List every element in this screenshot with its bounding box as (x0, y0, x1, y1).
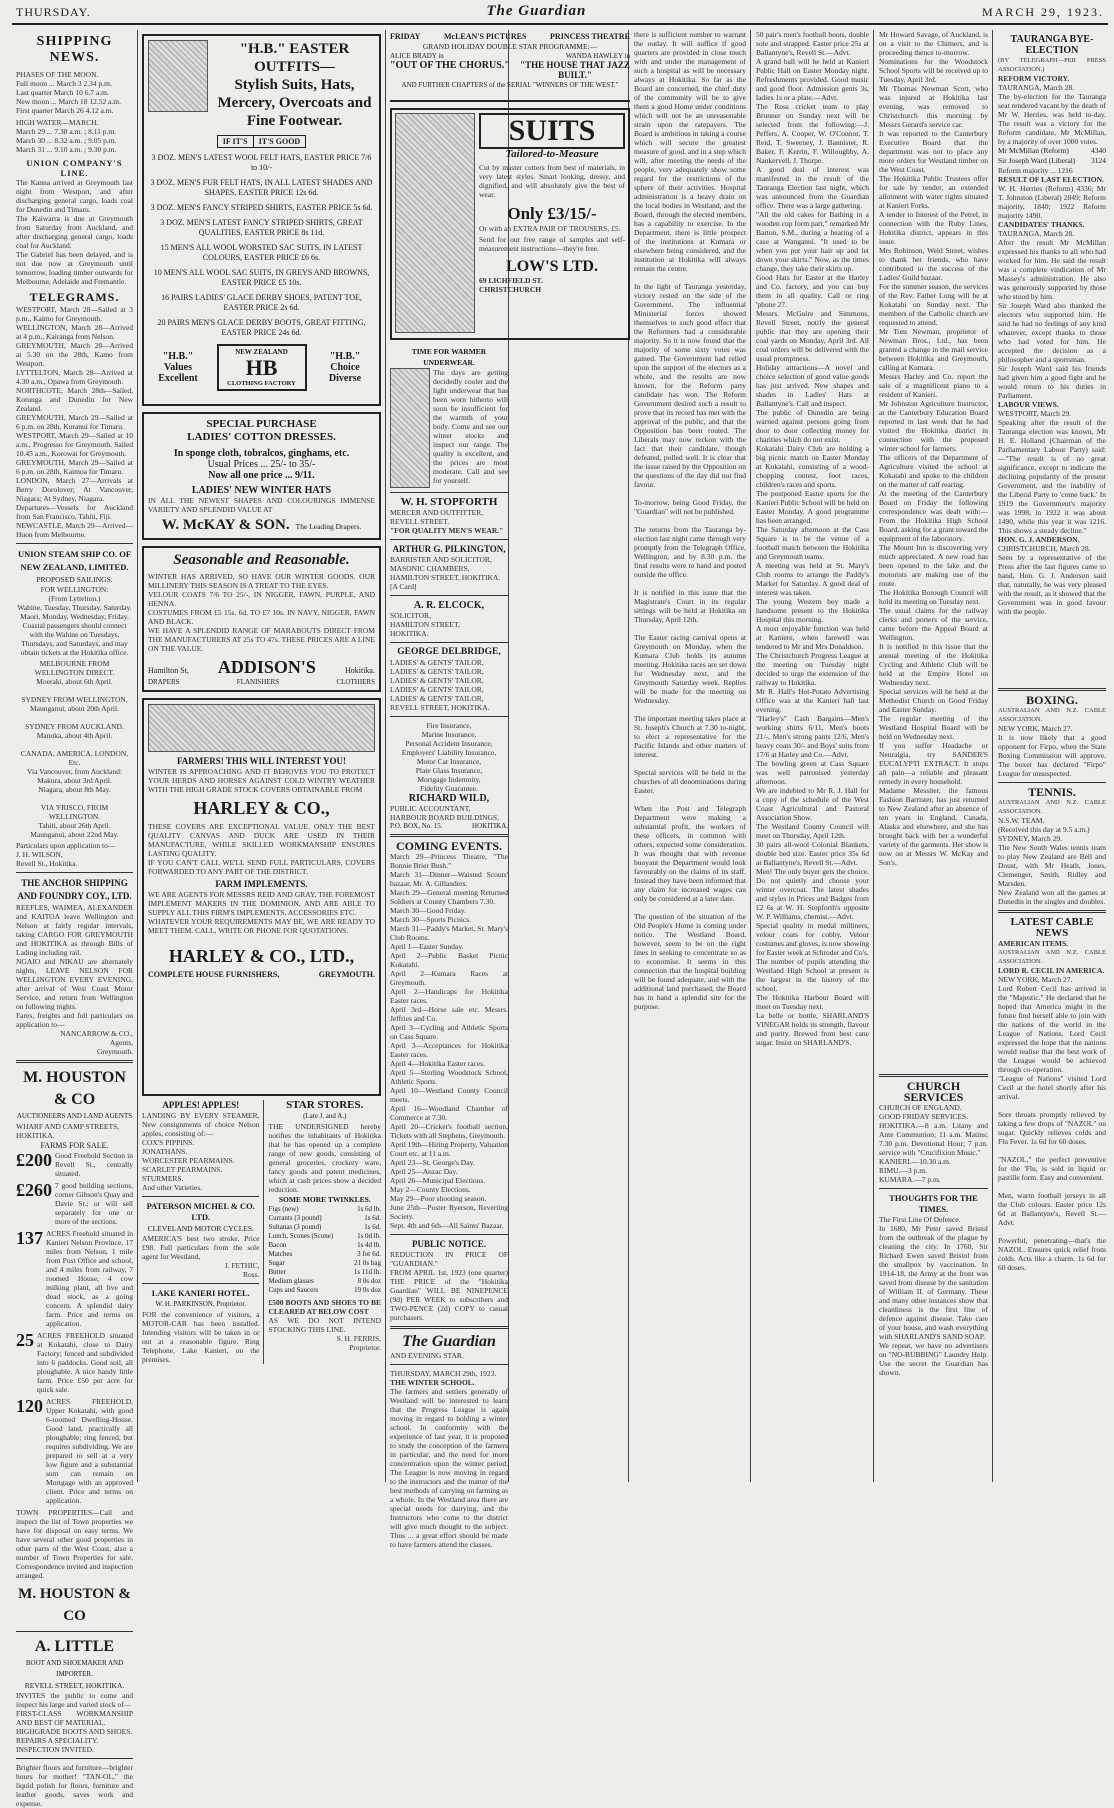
little-name: A. LITTLE (34, 1638, 115, 1655)
lows-text: Cut by master cutters from best of materials, in very latest styles. Smart looking, dressy, and dignified, and will absolutely give the best of wear. (479, 163, 627, 199)
masthead-day: THURSDAY. (16, 5, 91, 19)
wild-name: RICHARD WILD, (408, 793, 490, 804)
hb-price-item: 10 MEN'S ALL WOOL SAC SUITS, IN GREYS AND BROWNS, EASTER PRICE £5 10s. (153, 268, 370, 287)
addison-text: WINTER HAS ARRIVED, SO HAVE OUR WINTER GOODS. OUR MILLINERY THIS SEASON IS A TREAT TO THE EYES. VELOUR COATS 7/6 TO 25/-, IN NIGGER, FAWN, PURPLE, AND HENNA. COSTUMES FROM £5 15s. 6d. TO £7 10s. IN NAVY, NIGGER, FAWN AND BLACK. WE HAVE A SPLENDID RANGE OF MARABOUTS DIRECT FROM THE MANUFACTURERS AT 25s TO 47s. THESE PRICES ARE A LINE ON THE VALUE. (148, 572, 375, 653)
houston-sub: AUCTIONEERS AND LAND AGENTS (16, 1112, 133, 1120)
telegrams-title: TELEGRAMS. (29, 290, 120, 304)
proposed-sailings: PROPOSED SAILINGS. (36, 575, 113, 584)
star-two: WANDA HAWLEY in (565, 52, 630, 60)
addison-advert (142, 546, 381, 692)
notice-text: FROM APRIL 1st, 1923 (one quarter) THE PRICE of the "Hokitika Guardian" WILL BE NINEPENCE (9d) PER WEEK to subscribers and TWO-PENCE (2d) COPY to casual purchasers. (390, 1268, 508, 1322)
thanks-text: TAURANGA, March 28. After the result Mr McMillan expressed his thanks to all who had worked for him. He said the result was a complete vindication of Mr Massey's administration. He also was generously supported by those who stood by him. Sir Joseph Ward also thanked the electors who supported him. He said he had no feelings of any kind whatever, except thanks to those who had voted for him. He accepted the decision as a philosopher and a sportsman. Sir Joseph Ward said his friends had given him a good fight and he would return to his duties in Parliament. (998, 229, 1106, 400)
column-underwear (390, 346, 508, 1549)
candidate: Sir Joseph Ward (Liberal) (998, 156, 1076, 165)
price-value: 1s 6d. (364, 1223, 381, 1231)
lows-name: LOW'S LTD. (506, 258, 598, 275)
column-rule (992, 30, 993, 1482)
farm-listings (16, 1151, 133, 1505)
wild-sub: PUBLIC ACCOUNTANT, (390, 804, 471, 813)
anderson-text: CHRISTCHURCH, March 28. Seen by a representative of the Press after the last figures came to hand, Hon. G. J. Anderson said that, naturally, he was very pleased with the result, as it showed that the Government was in good favour with the people. (998, 544, 1106, 616)
leader-text: there is sufficient number to warrant the outlay. It will suffice if good quarters are provided in close touch with and under the management of such a hospital as will be necessary always at Hokitika. So far as the Board are concerned, the chief duty of the community will be to give them a good Home under conditions which will not be an unreasonable strain upon the ratepayers. The Board is ambitious in taking a course which will secure the greatest measure of good, and in a step which will, after meeting the needs of the people, very adequately show some regard for the restrictions of the sphere of their activities. Hospital administration is a heavy drain on the local bodies in Westland, and the Board, through the elected members, has a capability to exercise. In the Department, there is little prospect of the institutions at Kumara or elsewhere being considered, and the institution at Hokitika will always remain the centre. In the light of Tauranga yesterday, victory rested on the side of the Government. The influential Ministerial forces showed themselves to such good effect that the Reformers had a considerable majority. So it is now found that the majority of some sixty votes was gained. The Government had relied upon the support of the electors as a whole, and the results are now known, for the Reform party candidate has won. The Reform Government desired such a result to prove that its record has met with the approval of the public, and that the Opposition has been routed. The Liberals may now reckon with the fact that their candidate, though defeated, polled well. It is clear that the issue raised by the Opposition on the questions of the day did not find favour. To-morrow, being Good Friday, the "Guardian" will not be published. The returns from the Tauranga by-election last night came through very promptly from the Telegraph Office, Wellington, and by 8.30 p.m. the final results were to hand and posted outside the office. It is notified in this issue that the Magistrate's Court in its regular sittings will be held at Hokitika on Thursday, April 12th. The Easter racing carnival opens at Greymouth on Monday, when the Kumara Club holds its autumn meeting. Hokitika races are set down for Wednesday next, and the Greymouth Saturday week. Replies will be made for the meeting on Wednesday. The important meeting takes place at St. Joseph's Church at 7.30 to-night, to elect a representative for the Pacific Islands and other matters of interest. Special services will be held in the churches of all denominations during Easter. When the Post and Telegraph Department were making a substantial profit, the workers of these officers, in common with others, expected some consideration. It was thought that with revenue buoyant the Department would look favourably on the claims of its staff. Instead they have been informed that any claim for increased wages can only be considered at a later date. The question of the situation of the Old People's Home is coming under notice. The Westland Board, however, seem to be on the right lines in seeking to concentrate so as to economise. It seems in this connection that the hospital building will be found adequate, and with the additional land purchased, the Board has in hand a splendid site for the purpose. (634, 30, 746, 1011)
votes: 3124 (1091, 156, 1106, 165)
reform-victory: REFORM VICTORY. (998, 74, 1070, 83)
labour-text: WESTPORT, March 29. Speaking after the result of the Tauranga election was known, Mr H. E. Holland (Chairman of the Parliamentary Labour Party) said:—"The result is of no great significance, except to indicate the declining popularity of the present Government, and the inability of the Liberal Party to 'come back.' In 1919 the Government's majority was 1998, in 1922 it was about 1490, while this year it was 1216. This shows a steady decline." (998, 409, 1106, 535)
delbridge-line: LADIES' & GENTS' TAILOR, (390, 685, 484, 694)
pilkington-name: ARTHUR G. PILKINGTON, (392, 544, 506, 554)
tanol-advert: Brighter floors and furniture—brighter hours for mother! "TAN-OL," the liquid polish for floors, furniture and leather goods, saves work and expense. (16, 1763, 135, 1808)
winter-school-head: THE WINTER SCHOOL. (390, 1378, 475, 1387)
little-sub: BOOT AND SHOEMAKER AND IMPORTER. (25, 1659, 124, 1678)
film-one: "OUT OF THE CHORUS." (390, 60, 510, 71)
candidate: Mr McMillan (Reform) (998, 146, 1069, 155)
delbridge-line: LADIES' & GENTS' TAILOR, (390, 658, 484, 667)
election-results (998, 146, 1106, 166)
mckay-line: In sponge cloth, tobralcos, ginghams, etc. (173, 448, 350, 459)
little-address: REVELL STREET, HOKITIKA. (24, 1681, 125, 1690)
hb-advert (142, 34, 381, 406)
lows-address: 69 LICHFIELD ST. CHRISTCHURCH (479, 276, 543, 294)
boots-cleared: £500 BOOTS AND SHOES TO BE CLEARED AT BELOW COST (268, 1298, 383, 1316)
tauranga-title: TAURANGA BYE-ELECTION (1010, 34, 1094, 56)
delbridge-name: GEORGE DELBRIDGE, (397, 647, 501, 657)
stars-sign: S. H. FERRIS, Proprietor. (336, 1334, 381, 1352)
price-value: 1s 6d lb. (357, 1205, 381, 1213)
reform-majority: Reform majority ... 1216 (998, 166, 1073, 175)
price-value: 8 0s doz (357, 1277, 381, 1285)
stars-text: THE UNDERSIGNED hereby notifies the inhabitants of Hokitika that he has opened up a complete range of new goods, consisting of general groceries, crockery ware, fancy goods and patent medicines, which at cash prices show a decided reduction. (268, 1122, 383, 1194)
hb-title: "H.B." EASTER OUTFITS— Stylish Suits, Hats, Mercery, Overcoats and Fine Footwear. (217, 41, 372, 129)
farm-listing (16, 1229, 133, 1328)
suits-heading: SUITS (479, 113, 625, 149)
church-text: GOOD FRIDAY SERVICES. HOKITIKA.—8 a.m. Litany and Ante Communion; 11 a.m. Matins; 7.30 p.m. Devotional Hour; 7 p.m. service with "Crucifixion Music." KANIERI.—10.30 a.m. RIMU.—3 p.m. KUMARA.—7 p.m. (879, 1112, 988, 1184)
thoughts-title: THOUGHTS FOR THE TIMES. (889, 1193, 978, 1214)
pictures-day: FRIDAY (390, 32, 421, 41)
price-row (268, 1277, 381, 1286)
events-title: COMING EVENTS. (395, 839, 502, 853)
pilkington-sub: BARRISTER AND SOLICITOR, (390, 555, 492, 564)
result-row (998, 146, 1106, 156)
column-rule (750, 30, 751, 1482)
tauranga-dateline: TAURANGA, March 28. (998, 83, 1075, 92)
listing-price: 137 (16, 1228, 43, 1248)
price-item: Sultanas (3 pound) (268, 1223, 322, 1231)
tauranga-by: (BY TELEGRAPH—PER PRESS ASSOCIATION.) (998, 57, 1108, 73)
column-leader (630, 30, 750, 1482)
listing-text: ACRES Freehold situated in Kanieri Nelson Province, 17 miles from Nelson, 1 mile from Post Office and school, and 4 miles from railway, 7 roomed House, 4 cow milking plant, all live and dead stock, as a going concern. A splendid dairy farm. Price and terms on application. (46, 1229, 135, 1328)
hb-price-item: 20 PAIRS MEN'S GLACE DERBY BOOTS, GREAT FITTING, EASTER PRICE 24s 6d. (157, 318, 366, 337)
stopforth-tag: "FOR QUALITY MEN'S WEAR." (390, 526, 504, 535)
hb-price-item: 3 DOZ. MEN'S FANCY STRIPED SHIRTS, EASTER PRICE 5s 6d. (150, 203, 373, 212)
masthead (12, 5, 1108, 25)
boxing-title: BOXING. (1026, 693, 1078, 707)
column-shipping (12, 30, 137, 1808)
thoughts-text: The First Line Of Defence. In 1680, Mr Peter saved Bristol from the outbreak of the plague by cleaning the city. In 1760, Sir Richard Ewen saved Bristol from the smallpox by vaccination. In 1914-18, the Army at the front was saved from disease by the sanitation of William II. of Germany. These and many other instances show that cleanliness is the first line of defence against disease. Take care of your house, and wash everything with SHARLAND'S SAND SOAP. (879, 1215, 988, 1341)
hb-price-item: 3 DOZ. MEN'S LATEST WOOL FELT HATS, EASTER PRICE 7/6 to 10/- (151, 153, 372, 172)
elcock-sub: SOLICITOR, (390, 611, 431, 620)
delbridge-address: REVELL STREET, HOKITIKA. (390, 703, 490, 712)
lows-post: Send for our free range of samples and self-measurement instructions—they're free. (479, 235, 625, 253)
addison-name: ADDISON'S (217, 657, 316, 677)
mckay-name: W. McKAY & SON. (161, 517, 290, 533)
column-news-6 (875, 30, 992, 1482)
particulars: Particulars upon application to— J. H. WILSON, Revell St., Hokitika. (16, 841, 116, 868)
price-item: Matches (268, 1250, 293, 1258)
stars-sub: (Late J. and A.) (303, 1112, 347, 1120)
listing-price: 25 (16, 1330, 34, 1350)
tennis-by: AUSTRALIAN AND N.Z. CABLE ASSOCIATION. (998, 799, 1108, 815)
events-text: March 29—Princess Theatre, "The Bonnie Brier Bush." March 31—Dinner—Waisted Scouts' bazaar, Mr. A. Gillanders. March 29—General meeting Returned Soldiers at County Chambers 7.30. March 30—Good Friday. March 30—Sports Picnics. March 31—Paddy's Market, St. Mary's Club Rooms. April 1—Easter Sunday. April 2—Public Basket Picnic Kokatahi. April 2—Kumara Races at Greymouth. April 2—Handicaps for Hokitika Easter races. April 3rd—Horse sale etc. Messrs. Jeffries and Co. April 3—Cycling and Athletic Sports on Cass Square. April 3—Acceptances for Hokitika Easter races. April 4—Hokitika Easter races. April 5—Sterling Woodstock School, Athletic Sports. April 10—Westland County Council meets. April 16—Woodland Chamber of Commerce at 7.30. April 20—Cricket's football section, Tickets with all Stephens, Greymouth. April 19th—Hiring Property, Valuation Court etc. at 11 a.m. April 23—St. George's Day. April 25—Anzac Day. April 26—Municipal Elections. May 2—County Elections. May 29—Poor shooting season. June 25th—Poster Ryerson, Reverting Society. Sept. 4th and 6th—All Saints' Bazaar. (390, 852, 508, 1230)
church-title: CHURCH SERVICES (903, 1079, 964, 1104)
horse-illustration (148, 704, 375, 752)
votes: 4340 (1091, 146, 1106, 155)
houston-address: WHARF AND CAMP STREETS, HOKITIKA. (16, 1122, 120, 1140)
hb-price-list (148, 153, 375, 338)
farm-listing (16, 1151, 133, 1178)
hb-right-slogan: "H.B." Choice Diverse (328, 351, 362, 384)
anchor-agent: NANCARROW & CO., Agents, Greymouth. (60, 1029, 133, 1056)
star-one: ALICE BRADY in (390, 52, 444, 60)
underwear-illustration (390, 368, 430, 488)
harley-headline: FARMERS! THIS WILL INTEREST YOU! (176, 756, 347, 766)
repeat-note: We repeat, we have no advertisers on "NO-RUBBING" Laundry Help. Use the secret the Guardian has shown. (879, 1341, 990, 1377)
farm-implements: FARM IMPLEMENTS. (215, 879, 308, 889)
elcock-name: A. R. ELCOCK, (413, 600, 485, 611)
hb-price-item: 3 DOZ. MEN'S FUR FELT HATS, IN ALL LATEST SHADES AND SHAPES, EASTER PRICE 12s 6d. (150, 178, 373, 197)
pictures-programme: GRAND HOLIDAY DOUBLE STAR PROGRAMME:— (422, 42, 598, 51)
price-value: 21 0s bag (354, 1259, 381, 1267)
price-value: 1s 11d lb. (353, 1268, 381, 1276)
shipping-title: SHIPPING NEWS. (36, 34, 113, 65)
price-value: 3 for 6d. (357, 1250, 381, 1258)
harley-name: HARLEY & CO., (193, 798, 330, 818)
listing-text: ACRES FREEHOLD, Upper Kokatahi, with good 6-roomed Dwelling-House. Good land, practically all ploughable; ring fenced, but requires subdividing. We are prepared to sell at a very low figure and a substantial sum can remain on Mortgage with an approved client. Price and terms on application. (46, 1397, 135, 1505)
wild-insurance: Fire Insurance, Marine Insurance, Personal Accident Insurance, Employers' Liability Insurance, Motor Car Insurance, Plate Glass Insurance, Mortgage Indemnity, Fidelity Guarantee. (401, 721, 497, 793)
hb-logo: NEW ZEALAND HB CLOTHING FACTORY (217, 344, 307, 391)
pilkington-card: [A Card] (390, 582, 417, 591)
thanks-title: CANDIDATES' THANKS. (998, 220, 1085, 229)
mckay-hats-sub: IN ALL THE NEWEST SHAPES AND COLOURINGS IMMENSE VARIETY AND SPLENDID VALUE AT (148, 496, 377, 514)
price-row (268, 1223, 381, 1232)
guardian-title: The Guardian (402, 1333, 496, 1350)
hb-price-item: 15 MEN'S ALL WOOL WORSTED SAC SUITS, IN LATEST COLOURS, EASTER PRICE £6 6s. (160, 243, 363, 262)
twinkles: SOME MORE TWINKLES. (278, 1195, 371, 1204)
union-title: UNION COMPANY'S LINE. (26, 158, 123, 178)
underwear-title: TIME FOR WARMER UNDERWEAR. (411, 347, 487, 367)
boxing-by: AUSTRALIAN AND N.Z. CABLE ASSOCIATION. (998, 707, 1108, 723)
harley-footer-right: GREYMOUTH. (318, 970, 375, 979)
cables-title: LATEST CABLE NEWS (1010, 916, 1094, 939)
hb-badge-left: IF IT'S (217, 135, 254, 148)
anchor-title: THE ANCHOR SHIPPING AND FOUNDRY COY., LTD. (17, 878, 132, 901)
moon-phases: PHASES OF THE MOON. Full moon ... March 3 2.34 p.m. Last quarter March 10 6.7 a.m. New moon ... March 18 12.52 a.m. First quarter March 26 4.12 a.m. (16, 70, 121, 115)
price-item: Medium glasses (268, 1277, 314, 1285)
wild-town: HOKITIKA. (472, 822, 508, 830)
price-value: 19 0s doz (354, 1286, 381, 1294)
delbridge-line: LADIES' & GENTS' TAILOR, (390, 676, 484, 685)
masthead-title: The Guardian (486, 3, 587, 19)
news-items-5: 50 pair's men's football boots, double sole and strapped. Easter price 25s at Ballantyne's, Revell St.—Advt. A grand ball will be held at Kanieri Public Hall on Easter Monday night. Refreshments provided. Good music and good floor. Admission gents 3s, ladies 1s or a plate.—Advt. The Ross cricket team to play Brunner on Sunday next will be selected from the following:—J. Peffers, A. Cooper, W. O'Connor, T. Reid, T. Sweeney, J. Bannister, R. Baker, F. Kerrin, F. Willoughby, A. Nankervell, J. Thorpe. A good deal of interest was manifested in the result of the Tauranga Election last night, which was announced from the Guardian office. There was a large gathering. "All the old cakes for Bathing in a wooden cup form part," remarked Mr Barton, S.M., during a hearing of a case at Wanganui. "It used to be when you put your hair up and let down your skirts." Now, as the times change, they take their skirts up. Good Hats for Easter at the Harley and Co. factory, and you can buy them in all quality. Call or ring 'phone 27. Messrs. McGuire and Simmons, Revell Street, notify the general public that they are opening their coal yards on Monday, April 3rd. All coal orders will be delivered with the usual promptness. Holiday attractions—A novel and choice selection of good value goods has just arrived. New shapes and shades in Ladies' Hats at Ballantyne's. Call and inspect. The public of Dunedin are being warned against persons going from door to door collecting money for charities which do not exist. Kokatahi Dairy Club are holding a big picnic match on Easter Monday at Kokatahi, consisting of a wood-chopping contest, foot races, children's races and sports. The postponed Easter sports for the Kanieri Public School will be held on Easter Monday. A good programme has been arranged. The Saturday afternoon at the Cass Square is to be the venue of a football match between the Hokitika and Greymouth teams. A meeting was held at St. Mary's Club rooms to arrange the Paddy's Market for Saturday. A good deal of interest was taken. The young Western boy made a handsome present to the Hokitika Hospital this morning. A most enjoyable function was held at Kaniere, when farewell was tendered to Mr and Mrs Donaldson. The Christchurch Progress League at the meeting on Tuesday night decided to urge the extension of the railway to Hokitika. Mr R. Hall's Hot-Potato Advertising Office was at the Kanieri hall last evening. "Harley's" Cash Bargains—Men's working shirts 6/11, Men's boots 21/-, Men's strong pants 12/6, Men's heavy coats 30/- and Boys' suits from 17/6 at Harley and Co.—Advt. The bowling green at Cass Square was well patronised yesterday afternoon. We are indebted to Mr R. J. Hall for a copy of the schedule of the West Coast Agricultural and Pastoral Association Show. The Westland County Council will meet on Thursday, April 12th. 30 pairs all-wool Colonial Blankets, double bed size. Easter price 35s 6d at Ballantyne's, Revell St.—Advt. Men! The only buyer gets the choice. Do not quietly and choose your winter overcoat. The latest shades and styles in Prices and Badges from £2 6s at W. H. Stopforth's opposite W. P. Williams, chemist.—Advt. Special quality in medal milliners, velour coats for cobby, Velour costumes and gloves, is now showing for Easter week at Schroder and Co's. The number of pupils attending the Westland High School at present is the largest in the history of the school. The Hokitika Harbour Board will meet on Tuesday next. La belle or bottle, SHARLAND'S VINEGAR holds its strength, flavour and purity. Brewed from best cane sugar. Insist on SHARLAND'S. (756, 30, 869, 1047)
little-text: INVITES the public to come and inspect his large and varied stock of— FIRST-CLASS WORKMANSHIP AND BEST OF MATERIAL. HIGHGRADE BOOTS AND SHOES. REPAIRS A SPECIALITY. INSPECTION INVITED. (16, 1691, 133, 1754)
hb-left-slogan: "H.B." Values Excellent (158, 351, 198, 384)
news-items-6: Mr Howard Savage, of Auckland, is on a visit to the Chimers, and is proceeding thence to-morrow. Nominations for the Woodstock School Sports will be received up to Tuesday, April 3rd. Mr Thomas Newman Scott, who was injured at Hokitika last evening, was removed to Christchurch this morning by Messrs Gerard's service car. It was reported to the Canterbury Executive Board that the department was not to place any more orders for Westland timber on the West Coast. The Hokitika Public Trustees offer for sale by tender, an extended allotment with water rights situated at Kanieri Forks. A tender to Interest of the Petrel, in connection with the Ruby Lines, Hokitika district, appears in this issue. Mrs Robinson, Weld Street, wishes to thank her friends, who have contributed to the success of the Ladies' Guild bazaar. For the summer season, the services of the Rev. Father Long will be at Kokatahi on Sunday next. The members of the Catholic church are requested to attend. Mr Tom Newman, proprietor of Newman Bros., Ltd., has been granted a change in the mail service between Hokitika and Greymouth, calling at Kumara. Messrs Harley and Co. report the sale of a magnificent piano to a resident of Kanieri. Mr Johnston Agriculture Instructor, at the Canterbury Education Board reported in last week that he had visited the Hokitika district in connection with the proposed winter school for farmers. The officers of the Department of Agriculture visited the school at Kokatahi and spoke to the children on the matter of calf rearing. At the meeting of the Canterbury Board on Friday the following correspondence was dealt with:—From the Hokitika High School Board, asking for a grant toward the equipment of the laboratory. The Mount Inn is discovering very much appreciated. A new road has been opened to the lake and the motorists are making use of the route. The Hokitika Borough Council will hold its meeting on Tuesday next. The usual claims for the railway clerks and porters of the service, came before the Appeal Board at Wellington. It is notified in this issue that the annual meeting of the Hokitika Cycling and Athletic Club will be held at the Empire Hotel on Wednesday next. Special services will be held at the Methodist Church on Good Friday and Easter Sunday. The regular meeting of the Westland Hospital Board will be held on Wednesday next. If you suffer Headache or Neuralgia, try SANDER'S EUCALYPTI EXTRACT. It stops all pain—a reliable and pleasant remedy in every household. Madame Messiter, the famous Fashion Barrister, has just returned to New Zealand after an absence of ten years in England, Canada, Alaska and elsewhere, and she has brought back with her a wonderful variety of the garments. Her show is now on at Messrs W. McKay and Son's. (879, 30, 988, 867)
guardian-sub: AND EVENING STAR. (390, 1351, 464, 1360)
lows-extra: Or with an EXTRA PAIR OF TROUSERS, £5. (479, 224, 621, 233)
last-election-title: RESULT OF LAST ELECTION. (998, 175, 1104, 184)
listing-text: 7 good building sections, corner Gibson's Quay and Davie St.; or will sell separately for one or more of the sections. (55, 1181, 135, 1226)
addison-title: Seasonable and Reasonable. (173, 552, 350, 568)
addison-place: Hokitika. (344, 666, 375, 675)
town-properties: TOWN PROPERTIES—Call and inspect the list of Town properties we have for disposal on easy terms. We have several other good properties in other parts of the West Coast, also a number of Town Properties for sale. Correspondence invited and inspection arranged. (16, 1508, 135, 1580)
lows-price: Only £3/15/- (507, 204, 597, 223)
price-row (268, 1286, 381, 1295)
last-election-text: W. H. Herries (Reform) 4336; Mr T. Johnston (Liberal) 2849; Reform majority, 1840; 1922 Reform majority 1490. (998, 184, 1108, 220)
farms-for-sale: FARMS FOR SALE. (40, 1141, 109, 1150)
paterson-text: AMERICA'S best two stroke. Price £98. Full particulars from the sole agent for Westland, (142, 1234, 262, 1261)
church-sub: CHURCH OF ENGLAND. (879, 1103, 962, 1112)
underwear-text: The days are getting decidedly cooler and the light underwear that has been worn hitherto will soon be insufficient for the warmth of your body. Come and see our winter stocks and inspect our range. The quality is excellent, and the prices are most moderate. Call and see for yourself. (433, 368, 508, 485)
tennis-text: (Received this day at 9.5 a.m.) SYDNEY, March 29. The New South Wales tennis team to play New Zealand are Bell and Doust, with Mr Heath, Jones, Clemenger, Smith, Ridley and Marsden. New Zealand won all the games at Dunedin in the singles and doubles. (998, 825, 1106, 906)
mckay-usual: Usual Prices ... 25/- to 35/- (207, 459, 316, 470)
paterson-name: PATERSON MICHEL & CO. LTD. (146, 1201, 255, 1222)
notice-title: PUBLIC NOTICE. (411, 1239, 486, 1249)
kanieri-title: LAKE KANIERI HOTEL. (151, 1288, 250, 1298)
price-value: 1s 6d. (364, 1214, 381, 1222)
addison-drapers: DRAPERS (148, 678, 180, 686)
anderson-title: HON. G. J. ANDERSON. (998, 535, 1080, 544)
price-row (268, 1241, 381, 1250)
hb-price-item: 3 DOZ. MEN'S LATEST FANCY STRIPED SHIRTS, GREAT QUALITIES, EASTER PRICE 8s 11d. (160, 218, 363, 237)
usco-title: UNION STEAM SHIP CO. OF NEW ZEALAND, LIMITED. (17, 549, 132, 572)
hb-badge-right: IT'S GOOD (254, 135, 307, 148)
listing-price: £200 (16, 1150, 52, 1170)
suit-illustration (395, 113, 475, 333)
delbridge-line: LADIES' & GENTS' TAILOR, (390, 694, 484, 703)
tennis-sub: N.S.W. TEAM. (998, 816, 1045, 825)
tauranga-text: The by-election for the Tauranga seat rendered vacant by the death of Mr W. Herries, was held to-day. The result was a victory for the Reform candidate, Mr McMillan, by a majority of over 1000 votes. (998, 92, 1108, 146)
boxing-text: NEW YORK, March 27. It is now likely that a good opponent for Firpo, when the State Boxing Commission will approve. The boxer has declared "Firpo" League for unsuspected. (998, 724, 1106, 778)
notice-sub: REDUCTION IN PRICE OF "GUARDIAN." (390, 1250, 508, 1268)
mckay-now: Now all one price ... 9/11. (208, 470, 315, 481)
kanieri-sub: W. H. PARKINSON, Proprietor. (155, 1300, 247, 1308)
mckay-tag: The Leading Drapers. (295, 522, 362, 531)
price-row (268, 1232, 381, 1241)
telegrams-text: WESTPORT, March 28—Sailed at 3 p.m., Kaimo for Greymouth. WELLINGTON, March 28—Arrived at 4 p.m., Kairanga from Nelson. GREYMOUTH, March 28—Arrived at 5.30 on the 28th, Kamo from Westport. LYTTELTON, March 28—Arrived at 4.30 a.m., Opawa from Greymouth. NORTHCOTE, March 28th—Sailed, Kotunga and Dunedin for New Zealand. GREYMOUTH, March 29—Sailed at 6 p.m. on 28th, Koranui for Timaru. WESTPORT, March 29—Sailed at 10 a.m., Progresso for Greymouth. Sailed 10.45 a.m., Korowai for Greymouth. GREYMOUTH, March 29—Sailed at 6 p.m. on 28th, Kaimoa for Timaru. LONDON, March 27—Arrivals at Berry Dorolover; At Vancouver, Niagara; At Sydney, Niagara. Departures—Vessels for Auckland from San Francisco, Tahiti, Fiji. NEWCASTLE, March 29—Arrived—Huon from Melbourne. (16, 305, 133, 539)
price-item: Cups and Saucers (268, 1286, 319, 1294)
listing-text: Good Freehold Section in Revell St., centrally situated. (55, 1151, 135, 1178)
suits-sub: Tailored-to-Measure (505, 148, 599, 160)
column-rule (873, 30, 874, 1482)
addison-town: Hamilton St, (148, 666, 189, 675)
price-item: Butter (268, 1268, 286, 1276)
pictures-name: McLEAN'S PICTURES (443, 32, 527, 41)
union-text: The Kanna arrived at Greymouth last night from Westport, and after discharging general cargo, loads coal for Dunedin and Timaru. The Kaiwarra is due at Greymouth from Saturday from Auckland, and after discharging general cargo, loads coal for Auckland. The Gabriel has been delayed, and is not due now at Greymouth until tomorrow, loading timber outwards for Melbourne, Adelaide and Fremantle. (16, 178, 133, 286)
price-value: 1s 4d lb. (357, 1241, 381, 1249)
listing-price: £260 (16, 1180, 52, 1200)
pictures-more: AND FURTHER CHAPTERS of the SERIAL "WINNERS OF THE WEST." (401, 81, 619, 89)
listing-price: 120 (16, 1396, 43, 1416)
column-cables (994, 30, 1110, 1482)
apples-text: LANDING BY EVERY STEAMER, New consignments of choice Nelson apples, consisting of:— COX'S PIPPINS. JONATHANS. WORCESTER PEARMAINS. SCARLET PEARMAINS. STURMERS. And other Varieties. (142, 1111, 260, 1192)
harley-intro: WINTER IS APPROACHING AND IT BEHOVES YOU TO PROTECT YOUR HERDS AND HORSES AGAINST COLD WINTRY WEATHER WITH THE HIGH GRADE STOCK COVERS OBTAINABLE FROM (148, 767, 377, 794)
houston-name: M. HOUSTON & CO (23, 1069, 126, 1108)
price-item: Bacon (268, 1241, 287, 1249)
mckay-hats: LADIES' NEW WINTER HATS (191, 485, 332, 496)
wild-po: P.O. BOX, No. 15. (390, 822, 443, 830)
pictures-theatre: PRINCESS THEATRE (550, 32, 630, 41)
farm-listing (16, 1181, 133, 1226)
paterson-sign: J. FETHIC, Ross. (224, 1261, 260, 1279)
harley-footer-left: COMPLETE HOUSE FURNISHERS, (148, 970, 280, 979)
price-item: Sugar (268, 1259, 285, 1267)
harley-advert (142, 698, 381, 1096)
result-row (998, 156, 1106, 166)
column-news-5 (752, 30, 873, 1482)
delbridge-line: LADIES' & GENTS' TAILOR, (390, 667, 484, 676)
masthead-date: MARCH 29, 1923. (981, 5, 1104, 19)
stock-note: AS WE DO NOT INTEND STOCKING THIS LINE. (268, 1316, 383, 1334)
man-illustration (148, 40, 208, 112)
high-water: HIGH WATER—MARCH. March 29 ... 7.38 a.m. ; 8.11 p.m. March 30 ... 8.32 a.m. ; 9.05 p.m. March 31 ... 9.10 a.m. ; 9.30 p.m. (16, 118, 117, 154)
listing-text: ACRES FREEHOLD situated at Kokatahi, close to Dairy Factory; fenced and subdivided into 6 paddocks. Good soil, all ploughable. A nice handy little farm. Price £50 per acre for quick sale. (37, 1331, 135, 1394)
column-adverts (138, 30, 385, 1482)
cables-by: AUSTRALIAN AND N.Z. CABLE ASSOCIATION. (998, 949, 1108, 965)
cables-text: NEW YORK, March 27. Lord Robert Cecil has arrived in the "Majestic." He declared that he hoped that America might in the future find herself able to join with the nations of the world in the League of Nations. Lord Cecil expressed the hope that the nations would realise that the best work of the League would be achieved through co-operation. "League of Nations" visited Lord Cecil at the hotel shortly after his arrival. Sore throats promptly relieved by taking a few drops of "NAZOL" on sugar. Quickly relieves colds and Flu Fever. 1s 6d for 60 doses. "NAZOL," the perfect preventive for the 'Flu, is sold in liquid or pastille form. Easy and convenient. Men, warm football jerseys in all the Club colours. Easter price 12s 6d at Ballantyne's, Revell St.—Advt. Powerful, penetrating—that's the NAZOL. Ensures quick relief from colds. Acts like a charm. 1s 6d for 60 doses. (998, 975, 1106, 1272)
mckay-advert (142, 412, 381, 540)
pilkington-address: MASONIC CHAMBERS, HAMILTON STREET, HOKITIKA. (390, 564, 501, 582)
price-item: Figs (new) (268, 1205, 299, 1213)
price-value: 1s 0d lb. (357, 1232, 381, 1240)
film-two: "THE HOUSE THAT JAZZ BUILT." (520, 60, 630, 80)
anchor-text: REEFLES, WAIMEA, ALEXANDER and KAITOA leave Wellington and Nelson at fairly regular intervals, taking CARGO FOR GREYMOUTH and HOKITIKA as through Bills of Lading including rail. NGAIO and NIKAU are alternately nights, LEAVE NELSON FOR WELLINGTON EVERY EVENING, after arrival of West Coast Motor Service, and return from Wellington on following nights. Fares, freights and full particulars on application to— (16, 903, 133, 1029)
for-wellington: FOR WELLINGTON: (From Lyttelton.) Wahine, Tuesday, Thursday, Saturday. Maori, Monday, Wednesday, Friday. Coastal passengers should connect with the Wahine on Tuesdays, Thursdays, and Saturdays, and may obtain tickets at the Hokitika office. (17, 585, 132, 657)
winter-school-text: The farmers and settlers generally of Westland will be interested to learn that the Progress League is again moving in regard to holding a winter school. In conformity with the experience of last year, it is proposed to study the conception of the farmers in particular, and the need for more concentration upon the winter period. The League is now moving in regard to the instructors and the matter of the best methods of carrying on farming as a whole. In the Westland area there are special needs for dairying, and the Instructors who come to the district will give much thought to the subject. Thus ... a great effort should be made to have farmers attend the classes. (390, 1387, 508, 1549)
apples-title: APPLES! APPLES! (162, 1100, 240, 1110)
paterson-sub: CLEVELAND MOTOR CYCLES. (147, 1224, 254, 1233)
pictures-advert (390, 32, 630, 102)
harley-covers: THESE COVERS ARE EXCEPTIONAL VALUE. ONLY THE BEST QUALITY CANVAS AND DUCK ARE USED IN THEIR MANUFACTURE, WHILE SKILLED WORKMANSHIP ENSURES LASTING QUALITY. IF YOU CAN'T CALL WE'LL SEND FULL PARTICULARS, COVERS FORWARDED TO ANY PART OF THE DISTRICT. (148, 822, 375, 876)
wild-address: HARBOUR BOARD BUILDINGS, (390, 813, 499, 822)
harley-name-2: HARLEY & CO., LTD., (168, 946, 355, 966)
mckay-title: SPECIAL PURCHASE LADIES' COTTON DRESSES. (187, 418, 336, 443)
stopforth-name: W. H. STOPFORTH (400, 496, 498, 508)
houston-sign: M. HOUSTON & CO (18, 1586, 131, 1624)
stars-title: STAR STORES. (286, 1099, 364, 1111)
delbridge-lines (390, 658, 508, 703)
cables-sub: AMERICAN ITEMS. (998, 939, 1069, 948)
star-price-list (268, 1205, 381, 1295)
price-row (268, 1259, 381, 1268)
price-row (268, 1205, 381, 1214)
farm-implements-text: WE ARE AGENTS FOR MESSRS REID AND GRAY, THE FOREMOST IMPLEMENT MAKERS IN THE DOMINION, AND ARE ABLE TO SUPPLY ALL THIS FIRM'S IMPLEMENTS, ACCESSORIES ETC. WHATEVER YOUR REQUIREMENTS MAY BE, WE ARE READY TO MEET THEM. CALL, WRITE OR PHONE FOR QUOTATIONS. (148, 890, 375, 935)
price-row (268, 1214, 381, 1223)
cecil-head: LORD R. CECIL IN AMERICA. (998, 966, 1105, 975)
tennis-title: TENNIS. (1028, 785, 1076, 799)
elcock-address: HAMILTON STREET, HOKITIKA. (390, 620, 460, 638)
price-row (268, 1268, 381, 1277)
hb-price-item: 16 PAIRS LADIES' GLACE DERBY SHOES, PATENT TOE, EASTER PRICE 2s 6d. (161, 293, 362, 312)
labour-title: LABOUR VIEWS. (998, 400, 1059, 409)
lows-advert (390, 108, 630, 340)
addison-flanishers: FLANISHERS (236, 678, 280, 686)
price-item: Currants (3 pound) (268, 1214, 322, 1222)
farm-listing (16, 1397, 133, 1505)
price-row (268, 1250, 381, 1259)
sailing-routes: MELBOURNE FROM WELLINGTON DIRECT. Moeraki, about 6th April. SYDNEY FROM WELLINGTON. Maunganui, about 20th April. SYDNEY FROM AUCKLAND. Manuka, about 4th April. CANADA, AMERICA, LONDON, Etc. Via Vancouver, from Auckland: Makura, about 3rd April. Niagara, about 8th May. VIA 'FRISCO, FROM WELLINGTON. Tahiti, about 26th April. Maunganui, about 22nd May. (20, 659, 129, 839)
addison-clothiers: CLOTHIERS (336, 678, 375, 686)
farm-listing (16, 1331, 133, 1394)
guardian-date: THURSDAY, MARCH 29th, 1923. (390, 1369, 497, 1378)
price-item: Lunch, Scones (Scone) (268, 1232, 334, 1240)
kanieri-text: FOR the convenience of visitors, a MOTOR-CAR has been installed. Intending visitors will be taken in or out at a reasonable figure. Ring Telephone, Lake Kanieri, on the premises. (142, 1310, 262, 1364)
column-rule (385, 30, 386, 1482)
stopforth-sub: MERCER AND OUTFITTER, REVELL STREET. (390, 508, 484, 526)
